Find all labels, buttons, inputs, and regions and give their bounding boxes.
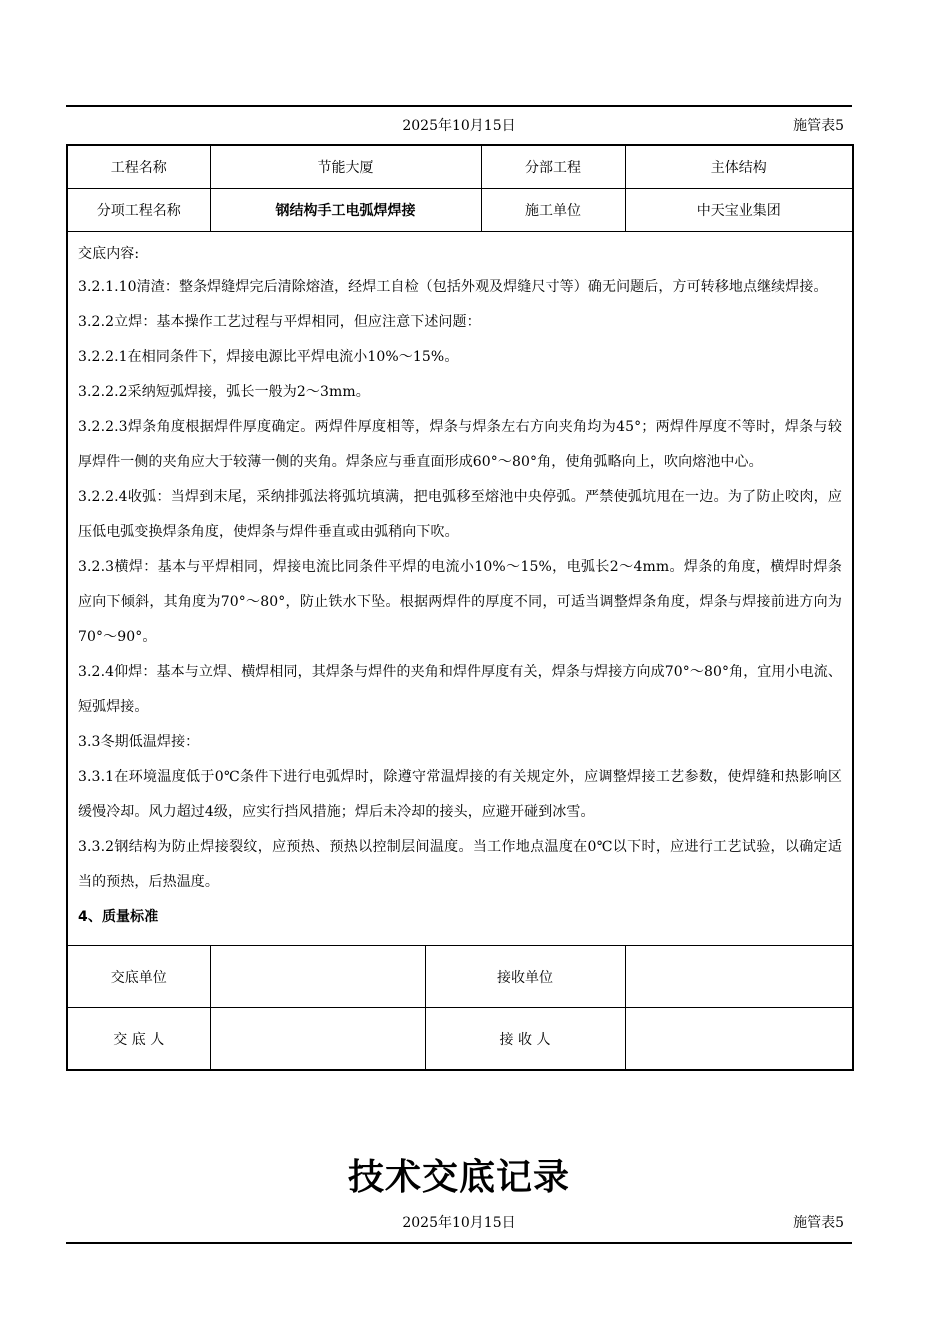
receiver-unit-label: 接收单位 — [425, 946, 625, 1008]
header-form-number: 施管表5 — [793, 118, 844, 134]
header-dateline — [66, 114, 852, 138]
content-paragraph: 3.2.1.10清渣：整条焊缝焊完后清除熔渣，经焊工自检（包括外观及焊缝尺寸等）确无问题后，方可转移地点继续焊接。 — [78, 279, 828, 295]
issuer-field[interactable] — [210, 1008, 425, 1071]
quality-standard-heading: 4、质量标准 — [78, 909, 159, 925]
contractor-value: 中天宝业集团 — [625, 189, 853, 232]
disclosure-content — [67, 232, 853, 946]
bottom-rule — [66, 1242, 852, 1244]
info-row-2 — [67, 189, 853, 232]
footer-dateline — [66, 1211, 852, 1235]
receiver-label: 接 收 人 — [425, 1008, 625, 1071]
receiver-field[interactable] — [625, 1008, 853, 1071]
top-rule — [66, 105, 852, 107]
signoff-person-row — [67, 1008, 853, 1071]
division-label: 分部工程 — [481, 145, 625, 189]
content-paragraph: 3.3.2钢结构为防止焊接裂纹，应预热、预热以控制层间温度。当工作地点温度在0℃以下时，应进行工艺试验，以确定适当的预热，后热温度。 — [78, 839, 842, 890]
signoff-unit-row — [67, 946, 853, 1008]
content-paragraph: 3.2.2.4收弧：当焊到末尾，采纳排弧法将弧坑填满，把电弧移至熔池中央停弧。严禁使弧坑甩在一边。为了防止咬肉，应压低电弧变换焊条角度，使焊条与焊件垂直或由弧稍向下吹。 — [78, 489, 842, 540]
content-paragraph: 3.3冬期低温焊接： — [78, 734, 200, 750]
content-paragraph: 3.2.2.1在相同条件下，焊接电源比平焊电流小10%～15%。 — [78, 349, 459, 365]
subitem-value: 钢结构手工电弧焊焊接 — [210, 189, 481, 232]
header-date: 2025年10月15日 — [402, 118, 516, 134]
receiver-unit-field[interactable] — [625, 946, 853, 1008]
content-paragraph: 3.2.2立焊：基本操作工艺过程与平焊相同，但应注意下述问题： — [78, 314, 481, 330]
content-paragraph: 3.2.3横焊：基本与平焊相同，焊接电流比同条件平焊的电流小10%～15%，电弧长2～4mm。焊条的角度，横焊时焊条应向下倾斜，其角度为70°～80°，防止铁水下坠。根据两焊件的厚度不同，可适当调整焊条角度，焊条与焊接前进方向为70°～90°。 — [78, 559, 842, 645]
content-paragraph: 3.2.4仰焊：基本与立焊、横焊相同，其焊条与焊件的夹角和焊件厚度有关，焊条与焊接方向成70°～80°角，宜用小电流、短弧焊接。 — [78, 664, 842, 715]
content-label: 交底内容: — [78, 246, 140, 262]
division-value: 主体结构 — [625, 145, 853, 189]
content-row — [67, 232, 853, 946]
subitem-label: 分项工程名称 — [67, 189, 210, 232]
project-name-value: 节能大厦 — [210, 145, 481, 189]
disclosure-form — [66, 144, 854, 1071]
footer-date: 2025年10月15日 — [402, 1215, 516, 1231]
contractor-label: 施工单位 — [481, 189, 625, 232]
project-name-label: 工程名称 — [67, 145, 210, 189]
content-paragraph: 3.2.2.3焊条角度根据焊件厚度确定。两焊件厚度相等，焊条与焊条左右方向夹角均为45°；两焊件厚度不等时，焊条与较厚焊件一侧的夹角应大于较薄一侧的夹角。焊条应与垂直面形成60°～80°角，使角弧略向上，吹向熔池中心。 — [78, 419, 842, 470]
page-title: 技术交底记录 — [347, 1157, 570, 1198]
footer-form-number: 施管表5 — [793, 1215, 844, 1231]
content-paragraph: 3.3.1在环境温度低于0℃条件下进行电弧焊时，除遵守常温焊接的有关规定外，应调整焊接工艺参数，使焊缝和热影响区缓慢冷却。风力超过4级，应实行挡风措施；焊后未冷却的接头，应避开碰到冰雪。 — [78, 769, 842, 820]
info-row-1 — [67, 145, 853, 189]
issuer-unit-field[interactable] — [210, 946, 425, 1008]
issuer-unit-label: 交底单位 — [67, 946, 210, 1008]
content-paragraph: 3.2.2.2采纳短弧焊接，弧长一般为2～3mm。 — [78, 384, 370, 400]
issuer-label: 交 底 人 — [67, 1008, 210, 1071]
